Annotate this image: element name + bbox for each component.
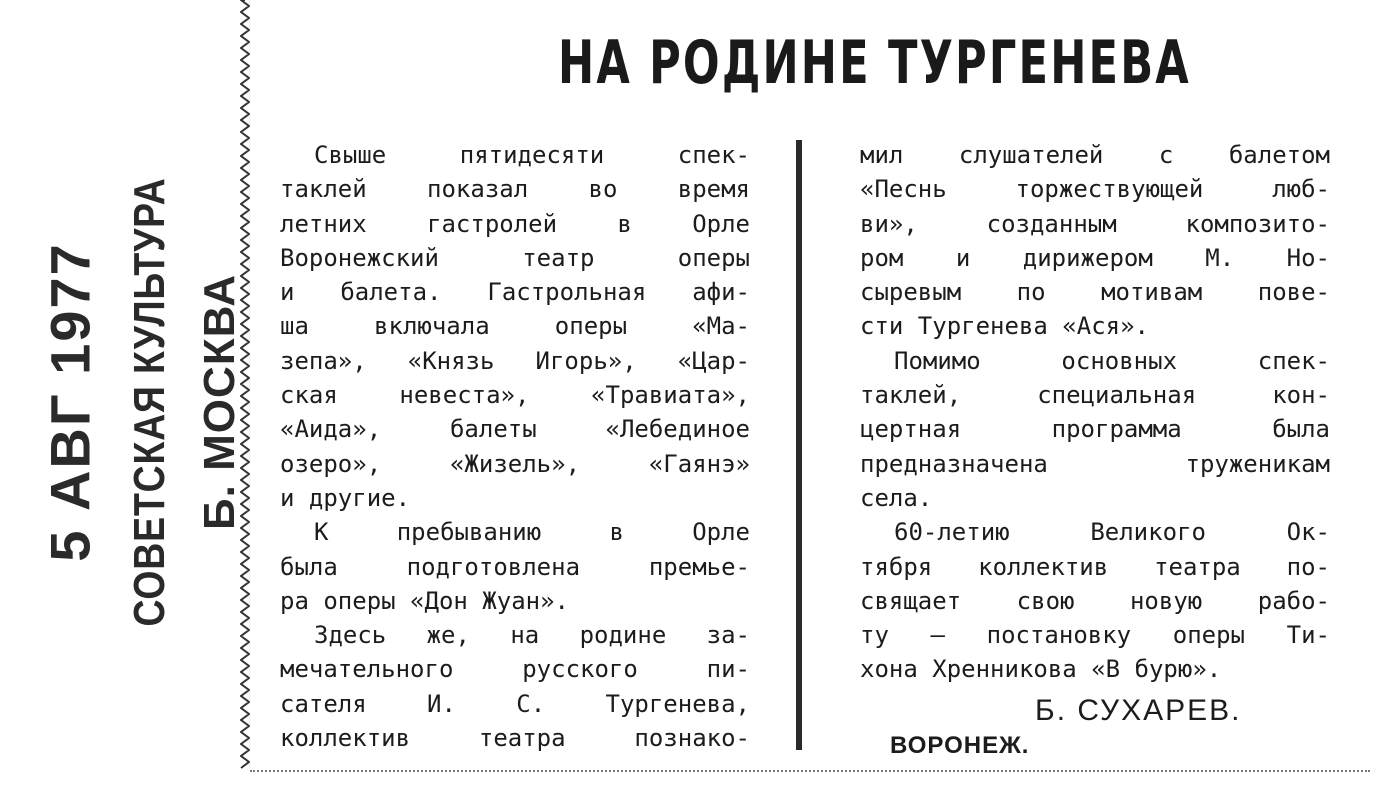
article-line: предназначена труженикам — [860, 449, 1330, 478]
article-line: сателя И. С. Тургенева, — [280, 689, 750, 718]
article-line: и балета. Гастрольная афи- — [280, 278, 750, 307]
article-line: тября коллектив театра по- — [860, 552, 1330, 581]
article-line: ская невеста», «Травиата», — [280, 381, 750, 410]
stamp-newspaper: СОВЕТСКАЯ КУЛЬТУРА — [125, 177, 174, 627]
article-line: и другие. — [280, 483, 411, 512]
torn-edge — [240, 0, 250, 770]
article-line: Помимо основных спек- — [894, 346, 1330, 375]
article-line: «Аида», балеты «Лебединое — [280, 415, 750, 444]
article-line: 60-летию Великого Ок- — [894, 518, 1330, 547]
article-line: ша включала оперы «Ма- — [280, 312, 750, 341]
column-divider — [796, 140, 802, 750]
article-line: мил слушателей с балетом — [860, 141, 1330, 169]
article-line: свящает свою новую рабо- — [860, 586, 1330, 615]
article-line: К пребыванию в Орле — [314, 518, 750, 547]
article-line: сти Тургенева «Ася». — [860, 312, 1149, 341]
article-line: коллектив театра познако- — [280, 724, 750, 753]
article-line: мечательного русского пи- — [280, 655, 750, 684]
article-line: таклей, специальная кон- — [860, 381, 1330, 410]
stamp-date-column — [40, 0, 100, 804]
article-line: хона Хренникова «В бурю». — [860, 655, 1222, 684]
article-line: была подготовлена премье- — [280, 552, 750, 581]
article-line: ви», созданным композито- — [860, 209, 1330, 238]
article-line: «Песнь торжествующей люб- — [860, 175, 1330, 204]
article-column-left — [280, 138, 750, 755]
article-line: ра оперы «Дон Жуан». — [280, 586, 569, 615]
article-line: летних гастролей в Орле — [280, 209, 750, 238]
article-author: Б. СУХАРЕВ. — [1035, 694, 1242, 727]
stamp-city: Б. МОСКВА — [195, 274, 244, 530]
article-line: зепа», «Князь Игорь», «Цар- — [280, 346, 750, 375]
stamp-newspaper-column — [120, 0, 180, 804]
article-line: Здесь же, на родине за- — [314, 621, 750, 650]
article-line: Свыше пятидесяти спек- — [314, 141, 750, 169]
article-line: таклей показал во время — [280, 175, 750, 204]
stamp-date: 5 АВГ 1977 — [38, 242, 102, 562]
article-line: сыревым по мотивам пове- — [860, 278, 1330, 307]
library-stamp — [0, 0, 258, 804]
clipping-bottom-edge — [250, 770, 1370, 772]
article-line: ту — постановку оперы Ти- — [860, 621, 1330, 650]
article-title: НА РОДИНЕ ТУРГЕНЕВА — [558, 28, 1191, 98]
article-line: цертная программа была — [860, 415, 1330, 444]
article-line: села. — [860, 483, 933, 512]
article-place: ВОРОНЕЖ. — [890, 732, 1030, 759]
article-column-right — [860, 138, 1330, 687]
article-line: Воронежский театр оперы — [280, 243, 750, 272]
article-line: озеро», «Жизель», «Гаянэ» — [280, 449, 750, 478]
article-line: ром и дирижером М. Но- — [860, 243, 1330, 272]
